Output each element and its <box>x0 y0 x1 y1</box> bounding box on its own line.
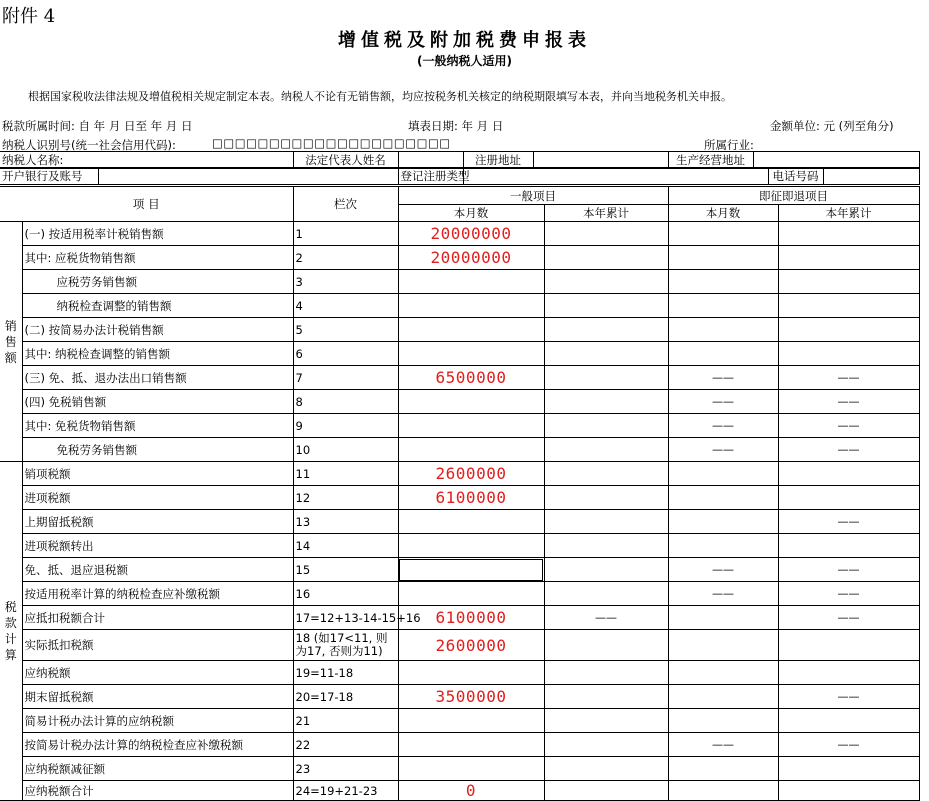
reg-type-label: 登记注册类型 <box>398 168 463 185</box>
row-lane: 16 <box>293 582 398 606</box>
col-header-item: 项 目 <box>0 187 293 222</box>
general-month-cell[interactable]: 6500000 <box>398 366 544 390</box>
refund-year-cell[interactable] <box>778 757 919 781</box>
refund-month-cell[interactable] <box>668 222 778 246</box>
general-year-cell[interactable] <box>544 582 668 606</box>
amount-unit: 金额单位: 元 (列至角分) <box>770 119 894 133</box>
general-year-cell[interactable] <box>544 630 668 661</box>
general-year-cell[interactable] <box>544 414 668 438</box>
table-row <box>0 709 919 733</box>
refund-month-cell[interactable]: —— <box>668 733 778 757</box>
row-item-label: 上期留抵税额 <box>22 510 293 534</box>
refund-year-cell[interactable]: —— <box>778 438 919 462</box>
refund-month-cell[interactable] <box>668 318 778 342</box>
row-lane: 11 <box>293 462 398 486</box>
table-row <box>0 630 919 661</box>
general-year-cell[interactable] <box>544 246 668 270</box>
refund-month-cell[interactable] <box>668 606 778 630</box>
general-month-cell[interactable]: 3500000 <box>398 685 544 709</box>
refund-month-cell[interactable] <box>668 709 778 733</box>
general-month-cell[interactable]: 0 <box>398 781 544 801</box>
row-item-label: 实际抵扣税额 <box>22 630 293 661</box>
refund-month-cell[interactable] <box>668 781 778 801</box>
general-month-cell[interactable]: 2600000 <box>398 462 544 486</box>
row-item-label: 销项税额 <box>22 462 293 486</box>
refund-year-cell[interactable] <box>778 222 919 246</box>
reg-type-value[interactable] <box>463 168 768 185</box>
taxpayer-name-label: 纳税人名称: <box>0 152 293 169</box>
attachment-label: 附件 4 <box>2 6 56 27</box>
group-tax-label: 税 款 计 算 <box>0 462 22 801</box>
table-row <box>0 486 919 510</box>
general-year-cell[interactable] <box>544 462 668 486</box>
refund-month-cell[interactable] <box>668 510 778 534</box>
general-year-cell[interactable] <box>544 558 668 582</box>
general-year-cell[interactable] <box>544 486 668 510</box>
refund-month-cell[interactable] <box>668 486 778 510</box>
general-year-cell[interactable] <box>544 661 668 685</box>
col-header-refund-month: 本月数 <box>668 205 778 222</box>
general-year-cell[interactable]: —— <box>544 606 668 630</box>
table-row <box>0 661 919 685</box>
general-month-cell[interactable]: 2600000 <box>398 630 544 661</box>
col-header-refund: 即征即退项目 <box>668 187 919 205</box>
general-month-cell[interactable]: 6100000 <box>398 606 544 630</box>
tax-period: 税款所属时间: 自 年 月 日至 年 月 日 <box>2 119 193 133</box>
refund-year-cell[interactable] <box>778 486 919 510</box>
row-item-label: 期末留抵税额 <box>22 685 293 709</box>
table-row <box>0 246 919 270</box>
general-year-cell[interactable] <box>544 342 668 366</box>
row-lane: 18 (如17<11, 则为17, 否则为11) <box>293 630 398 661</box>
general-month-cell[interactable] <box>398 558 544 582</box>
row-lane: 3 <box>293 270 398 294</box>
refund-month-cell[interactable] <box>668 661 778 685</box>
refund-year-cell[interactable] <box>778 709 919 733</box>
row-lane: 9 <box>293 414 398 438</box>
general-month-cell[interactable] <box>398 438 544 462</box>
table-row <box>0 342 919 366</box>
refund-year-cell[interactable]: —— <box>778 685 919 709</box>
table-row <box>0 510 919 534</box>
general-year-cell[interactable] <box>544 709 668 733</box>
general-month-cell[interactable] <box>398 342 544 366</box>
bank-account-label: 开户银行及账号 <box>0 168 98 185</box>
row-lane: 20=17-18 <box>293 685 398 709</box>
refund-year-cell[interactable] <box>778 246 919 270</box>
table-row <box>0 222 919 246</box>
table-row <box>0 558 919 582</box>
refund-year-cell[interactable] <box>778 781 919 801</box>
table-row <box>0 534 919 558</box>
general-month-cell[interactable] <box>398 661 544 685</box>
refund-month-cell[interactable]: —— <box>668 438 778 462</box>
row-lane: 2 <box>293 246 398 270</box>
table-row <box>0 781 919 801</box>
general-year-cell[interactable] <box>544 781 668 801</box>
general-year-cell[interactable] <box>544 390 668 414</box>
refund-month-cell[interactable] <box>668 270 778 294</box>
general-month-cell[interactable]: 20000000 <box>398 222 544 246</box>
col-header-general: 一般项目 <box>398 187 668 205</box>
col-header-general-month: 本月数 <box>398 205 544 222</box>
general-month-cell[interactable] <box>398 414 544 438</box>
row-lane: 22 <box>293 733 398 757</box>
industry-label: 所属行业: <box>704 138 754 152</box>
refund-year-cell[interactable]: —— <box>778 510 919 534</box>
row-item-label: (四) 免税销售额 <box>22 390 293 414</box>
row-lane: 24=19+21-23 <box>293 781 398 801</box>
row-item-label: (二) 按简易办法计税销售额 <box>22 318 293 342</box>
row-lane: 6 <box>293 342 398 366</box>
row-lane: 23 <box>293 757 398 781</box>
row-lane: 21 <box>293 709 398 733</box>
col-header-lane: 栏次 <box>293 187 398 222</box>
phone-value[interactable] <box>823 168 919 185</box>
general-month-cell[interactable]: 6100000 <box>398 486 544 510</box>
row-item-label: 按适用税率计算的纳税检查应补缴税额 <box>22 582 293 606</box>
fill-date: 填表日期: 年 月 日 <box>408 119 504 133</box>
row-lane: 5 <box>293 318 398 342</box>
table-row <box>0 366 919 390</box>
table-row <box>0 414 919 438</box>
refund-month-cell[interactable] <box>668 462 778 486</box>
refund-month-cell[interactable] <box>668 294 778 318</box>
row-item-label: 应纳税额 <box>22 661 293 685</box>
row-item-label: 纳税检查调整的销售额 <box>22 294 293 318</box>
general-month-cell[interactable] <box>398 534 544 558</box>
row-item-label: (三) 免、抵、退办法出口销售额 <box>22 366 293 390</box>
table-row <box>0 318 919 342</box>
taxpayer-id-label: 纳税人识别号(统一社会信用代码): <box>2 138 176 152</box>
refund-year-cell[interactable] <box>778 270 919 294</box>
table-row <box>0 757 919 781</box>
declaration-table <box>0 186 920 801</box>
legal-rep-label: 法定代表人姓名 <box>293 152 398 169</box>
refund-year-cell[interactable]: —— <box>778 414 919 438</box>
refund-month-cell[interactable] <box>668 246 778 270</box>
biz-address-label: 生产经营地址 <box>668 152 753 169</box>
legal-rep-value[interactable] <box>398 152 463 169</box>
refund-month-cell[interactable]: —— <box>668 366 778 390</box>
row-item-label: 简易计税办法计算的应纳税额 <box>22 709 293 733</box>
general-month-cell[interactable]: 20000000 <box>398 246 544 270</box>
refund-year-cell[interactable]: —— <box>778 558 919 582</box>
reg-address-value[interactable] <box>533 152 668 169</box>
table-row <box>0 685 919 709</box>
refund-year-cell[interactable]: —— <box>778 733 919 757</box>
general-month-cell[interactable] <box>398 390 544 414</box>
refund-year-cell[interactable] <box>778 630 919 661</box>
refund-year-cell[interactable] <box>778 534 919 558</box>
general-year-cell[interactable] <box>544 757 668 781</box>
refund-month-cell[interactable] <box>668 630 778 661</box>
table-row <box>0 294 919 318</box>
row-item-label: 进项税额 <box>22 486 293 510</box>
row-item-label: 进项税额转出 <box>22 534 293 558</box>
form-instruction: 根据国家税收法律法规及增值税相关规定制定本表。纳税人不论有无销售额，均应按税务机关核定的纳税期限填写本表，并向当地税务机关申报。 <box>28 90 732 103</box>
general-year-cell[interactable] <box>544 270 668 294</box>
table-row <box>0 582 919 606</box>
row-lane: 8 <box>293 390 398 414</box>
refund-year-cell[interactable] <box>778 318 919 342</box>
refund-month-cell[interactable] <box>668 685 778 709</box>
table-row <box>0 606 919 630</box>
row-item-label: 其中: 免税货物销售额 <box>22 414 293 438</box>
refund-year-cell[interactable]: —— <box>778 582 919 606</box>
bank-info-row <box>0 167 920 185</box>
refund-month-cell[interactable]: —— <box>668 582 778 606</box>
row-item-label: 免、抵、退应退税额 <box>22 558 293 582</box>
col-header-general-year: 本年累计 <box>544 205 668 222</box>
row-lane: 1 <box>293 222 398 246</box>
general-year-cell[interactable] <box>544 222 668 246</box>
refund-month-cell[interactable]: —— <box>668 558 778 582</box>
table-row <box>0 390 919 414</box>
row-lane: 12 <box>293 486 398 510</box>
row-lane: 17=12+13-14-15+16 <box>293 606 398 630</box>
group-sales-label: 销 售 额 <box>0 222 22 462</box>
general-year-cell[interactable] <box>544 438 668 462</box>
refund-month-cell[interactable]: —— <box>668 390 778 414</box>
table-row <box>0 270 919 294</box>
general-month-cell[interactable] <box>398 270 544 294</box>
row-item-label: 免税劳务销售额 <box>22 438 293 462</box>
general-year-cell[interactable] <box>544 318 668 342</box>
refund-year-cell[interactable]: —— <box>778 606 919 630</box>
general-year-cell[interactable] <box>544 685 668 709</box>
general-year-cell[interactable] <box>544 510 668 534</box>
form-title: 增值税及附加税费申报表 <box>338 30 591 51</box>
refund-month-cell[interactable]: —— <box>668 414 778 438</box>
table-row <box>0 733 919 757</box>
table-row <box>0 438 919 462</box>
row-item-label: 按简易计税办法计算的纳税检查应补缴税额 <box>22 733 293 757</box>
bank-account-value[interactable] <box>98 168 398 185</box>
reg-address-label: 注册地址 <box>463 152 533 169</box>
col-header-refund-year: 本年累计 <box>778 205 919 222</box>
row-lane: 10 <box>293 438 398 462</box>
row-item-label: 应纳税额合计 <box>22 781 293 801</box>
general-year-cell[interactable] <box>544 733 668 757</box>
biz-address-value[interactable] <box>753 152 919 169</box>
general-month-cell[interactable] <box>398 294 544 318</box>
row-item-label: 应税劳务销售额 <box>22 270 293 294</box>
refund-year-cell[interactable]: —— <box>778 366 919 390</box>
refund-year-cell[interactable] <box>778 661 919 685</box>
general-year-cell[interactable] <box>544 366 668 390</box>
refund-month-cell[interactable] <box>668 757 778 781</box>
general-month-cell[interactable] <box>398 318 544 342</box>
general-month-cell[interactable] <box>398 582 544 606</box>
row-lane: 19=11-18 <box>293 661 398 685</box>
general-month-cell[interactable] <box>398 733 544 757</box>
refund-month-cell[interactable] <box>668 534 778 558</box>
row-item-label: 应纳税额减征额 <box>22 757 293 781</box>
row-lane: 13 <box>293 510 398 534</box>
general-month-cell[interactable] <box>398 757 544 781</box>
general-year-cell[interactable] <box>544 294 668 318</box>
refund-month-cell[interactable] <box>668 342 778 366</box>
taxpayer-id-boxes[interactable]: □□□□□□□□□□□□□□□□□□□□□ <box>212 136 451 150</box>
row-lane: 15 <box>293 558 398 582</box>
refund-year-cell[interactable]: —— <box>778 390 919 414</box>
row-lane: 4 <box>293 294 398 318</box>
table-row <box>0 462 919 486</box>
refund-year-cell[interactable] <box>778 294 919 318</box>
row-item-label: (一) 按适用税率计税销售额 <box>22 222 293 246</box>
form-subtitle: (一般纳税人适用) <box>417 54 512 68</box>
general-month-cell[interactable] <box>398 510 544 534</box>
row-item-label: 应抵扣税额合计 <box>22 606 293 630</box>
row-item-label: 其中: 纳税检查调整的销售额 <box>22 342 293 366</box>
row-lane: 14 <box>293 534 398 558</box>
row-lane: 7 <box>293 366 398 390</box>
refund-year-cell[interactable] <box>778 342 919 366</box>
general-month-cell[interactable] <box>398 709 544 733</box>
row-item-label: 其中: 应税货物销售额 <box>22 246 293 270</box>
refund-year-cell[interactable] <box>778 462 919 486</box>
general-year-cell[interactable] <box>544 534 668 558</box>
phone-label: 电话号码 <box>768 168 823 185</box>
